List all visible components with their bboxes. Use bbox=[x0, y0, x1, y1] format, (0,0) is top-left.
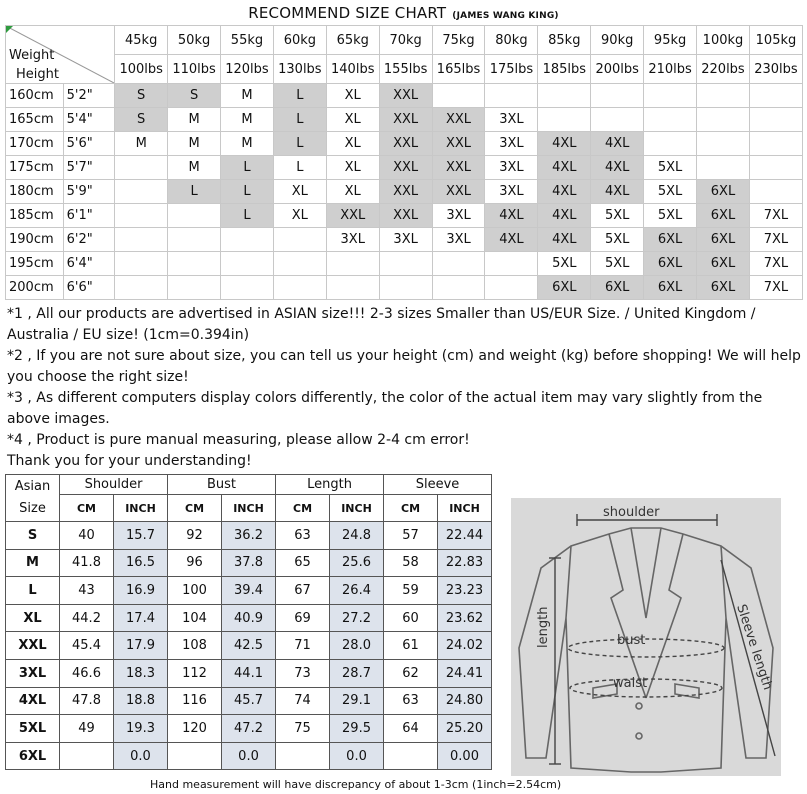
size-cell: XXL bbox=[379, 156, 432, 180]
weight-kg-header: 95kg bbox=[644, 26, 697, 55]
size-cell bbox=[168, 204, 221, 228]
size-cell: 4XL bbox=[538, 228, 591, 252]
size-cell bbox=[273, 276, 326, 300]
cm-value: 108 bbox=[168, 632, 222, 660]
unit-header: CM bbox=[60, 495, 114, 522]
size-name: S bbox=[6, 522, 60, 550]
size-cell bbox=[432, 84, 485, 108]
weight-kg-header: 50kg bbox=[168, 26, 221, 55]
size-cell: 6XL bbox=[697, 180, 750, 204]
brand-text: (JAMES WANG KING) bbox=[452, 11, 559, 21]
asian-size-header bbox=[6, 475, 60, 522]
size-cell bbox=[644, 132, 697, 156]
size-cell bbox=[538, 108, 591, 132]
size-cell: 6XL bbox=[644, 276, 697, 300]
cm-value: 116 bbox=[168, 687, 222, 715]
cm-value bbox=[60, 742, 114, 770]
weight-lbs-header: 230lbs bbox=[749, 55, 802, 84]
size-cell bbox=[379, 252, 432, 276]
size-cell bbox=[538, 84, 591, 108]
cm-value: 58 bbox=[384, 549, 438, 577]
size-name: M bbox=[6, 549, 60, 577]
size-cell: 5XL bbox=[538, 252, 591, 276]
size-cell: M bbox=[115, 132, 168, 156]
size-cell: 3XL bbox=[432, 204, 485, 228]
cm-value: 63 bbox=[384, 687, 438, 715]
size-cell: 7XL bbox=[749, 276, 802, 300]
cm-value: 96 bbox=[168, 549, 222, 577]
inch-value: 42.5 bbox=[222, 632, 276, 660]
size-cell: XXL bbox=[379, 204, 432, 228]
unit-header: INCH bbox=[438, 495, 492, 522]
inch-value: 0.0 bbox=[330, 742, 384, 770]
size-cell bbox=[115, 276, 168, 300]
inch-value: 29.1 bbox=[330, 687, 384, 715]
size-cell bbox=[221, 276, 274, 300]
size-name: 3XL bbox=[6, 659, 60, 687]
size-cell: XXL bbox=[432, 180, 485, 204]
height-ft: 5'6" bbox=[63, 132, 115, 156]
measure-group-header: Shoulder bbox=[60, 475, 168, 495]
inch-value: 0.0 bbox=[114, 742, 168, 770]
size-cell bbox=[644, 108, 697, 132]
size-name: L bbox=[6, 577, 60, 605]
height-ft: 6'6" bbox=[63, 276, 115, 300]
size-cell: 6XL bbox=[697, 228, 750, 252]
size-cell: XL bbox=[326, 84, 379, 108]
recommend-size-chart bbox=[5, 25, 803, 300]
size-cell: XXL bbox=[432, 132, 485, 156]
cm-value: 60 bbox=[384, 604, 438, 632]
size-cell: 3XL bbox=[379, 228, 432, 252]
chart-row bbox=[6, 252, 803, 276]
size-name: 4XL bbox=[6, 687, 60, 715]
cm-value: 120 bbox=[168, 715, 222, 743]
cm-value: 40 bbox=[60, 522, 114, 550]
size-cell bbox=[379, 276, 432, 300]
size-name: XXL bbox=[6, 632, 60, 660]
inch-value: 28.7 bbox=[330, 659, 384, 687]
weight-lbs-header: 120lbs bbox=[221, 55, 274, 84]
size-cell: 5XL bbox=[644, 156, 697, 180]
size-cell: L bbox=[221, 156, 274, 180]
size-cell bbox=[273, 228, 326, 252]
size-cell bbox=[749, 132, 802, 156]
size-cell bbox=[273, 252, 326, 276]
chart-row bbox=[6, 84, 803, 108]
cm-value: 46.6 bbox=[60, 659, 114, 687]
height-cm: 185cm bbox=[6, 204, 64, 228]
size-cell bbox=[168, 252, 221, 276]
size-cell: S bbox=[115, 108, 168, 132]
weight-lbs-header: 210lbs bbox=[644, 55, 697, 84]
size-cell: 4XL bbox=[591, 180, 644, 204]
unit-header: INCH bbox=[330, 495, 384, 522]
cm-value: 74 bbox=[276, 687, 330, 715]
size-cell: 4XL bbox=[591, 156, 644, 180]
chart-row bbox=[6, 204, 803, 228]
size-cell bbox=[115, 204, 168, 228]
size-cell bbox=[432, 276, 485, 300]
size-cell bbox=[115, 156, 168, 180]
weight-lbs-header: 220lbs bbox=[697, 55, 750, 84]
cm-value bbox=[276, 742, 330, 770]
asian-label: Asian bbox=[14, 479, 51, 494]
size-cell bbox=[697, 132, 750, 156]
unit-header: CM bbox=[384, 495, 438, 522]
size-cell: 4XL bbox=[538, 132, 591, 156]
inch-value: 19.3 bbox=[114, 715, 168, 743]
size-cell: 6XL bbox=[644, 228, 697, 252]
size-cell: S bbox=[168, 84, 221, 108]
size-cell bbox=[168, 228, 221, 252]
size-cell: 6XL bbox=[644, 252, 697, 276]
weight-lbs-header: 130lbs bbox=[273, 55, 326, 84]
unit-header: CM bbox=[276, 495, 330, 522]
size-cell bbox=[697, 156, 750, 180]
weight-lbs-header: 165lbs bbox=[432, 55, 485, 84]
cm-value: 100 bbox=[168, 577, 222, 605]
size-cell: 3XL bbox=[485, 108, 538, 132]
inch-value: 25.6 bbox=[330, 549, 384, 577]
size-cell: XXL bbox=[432, 156, 485, 180]
size-cell: L bbox=[273, 132, 326, 156]
size-cell: 5XL bbox=[644, 204, 697, 228]
cm-value: 44.2 bbox=[60, 604, 114, 632]
size-cell: 7XL bbox=[749, 252, 802, 276]
height-label: Height bbox=[16, 67, 59, 82]
size-name: 6XL bbox=[6, 742, 60, 770]
measure-row bbox=[6, 659, 492, 687]
size-cell: 4XL bbox=[538, 180, 591, 204]
weight-kg-header: 100kg bbox=[697, 26, 750, 55]
height-ft: 6'1" bbox=[63, 204, 115, 228]
size-cell bbox=[326, 252, 379, 276]
inch-value: 22.44 bbox=[438, 522, 492, 550]
cm-value: 104 bbox=[168, 604, 222, 632]
measure-row bbox=[6, 604, 492, 632]
inch-value: 27.2 bbox=[330, 604, 384, 632]
weight-kg-header: 85kg bbox=[538, 26, 591, 55]
chart-row bbox=[6, 132, 803, 156]
measure-row bbox=[6, 742, 492, 770]
cm-value: 41.8 bbox=[60, 549, 114, 577]
chart-row bbox=[6, 156, 803, 180]
measure-group-header: Length bbox=[276, 475, 384, 495]
inch-value: 29.5 bbox=[330, 715, 384, 743]
size-cell bbox=[485, 252, 538, 276]
cm-value: 59 bbox=[384, 577, 438, 605]
jacket-diagram-svg bbox=[511, 498, 781, 776]
size-cell: 7XL bbox=[749, 228, 802, 252]
size-cell bbox=[749, 180, 802, 204]
inch-value: 18.3 bbox=[114, 659, 168, 687]
weight-lbs-header: 140lbs bbox=[326, 55, 379, 84]
measure-group-header: Sleeve bbox=[384, 475, 492, 495]
size-cell bbox=[749, 84, 802, 108]
weight-lbs-header: 155lbs bbox=[379, 55, 432, 84]
cm-value: 92 bbox=[168, 522, 222, 550]
size-cell bbox=[697, 84, 750, 108]
inch-value: 37.8 bbox=[222, 549, 276, 577]
size-cell: L bbox=[273, 156, 326, 180]
size-cell bbox=[485, 276, 538, 300]
height-cm: 160cm bbox=[6, 84, 64, 108]
cm-value: 73 bbox=[276, 659, 330, 687]
unit-header: CM bbox=[168, 495, 222, 522]
chart-row bbox=[6, 228, 803, 252]
size-cell: 5XL bbox=[591, 204, 644, 228]
size-cell: XXL bbox=[379, 108, 432, 132]
height-cm: 175cm bbox=[6, 156, 64, 180]
measure-row bbox=[6, 632, 492, 660]
size-cell: XXL bbox=[379, 180, 432, 204]
weight-kg-header: 65kg bbox=[326, 26, 379, 55]
height-cm: 165cm bbox=[6, 108, 64, 132]
label-sleeve-length: Sleeve length bbox=[733, 602, 776, 692]
size-cell: L bbox=[221, 204, 274, 228]
cm-value: 71 bbox=[276, 632, 330, 660]
size-cell bbox=[221, 252, 274, 276]
height-cm: 180cm bbox=[6, 180, 64, 204]
inch-value: 39.4 bbox=[222, 577, 276, 605]
size-cell: XL bbox=[326, 156, 379, 180]
measure-row bbox=[6, 522, 492, 550]
size-cell: 3XL bbox=[326, 228, 379, 252]
measure-row bbox=[6, 549, 492, 577]
note-line: *2 , If you are not sure about size, you can tell us your height (cm) and weight (kg) before shopping! We will help you choose the right size! bbox=[7, 348, 801, 385]
size-cell: L bbox=[273, 84, 326, 108]
size-cell bbox=[697, 108, 750, 132]
cm-value bbox=[168, 742, 222, 770]
inch-value: 17.9 bbox=[114, 632, 168, 660]
inch-value: 40.9 bbox=[222, 604, 276, 632]
size-cell: XL bbox=[326, 180, 379, 204]
size-cell bbox=[432, 252, 485, 276]
unit-header: INCH bbox=[114, 495, 168, 522]
footer-note: Hand measurement will have discrepancy of about 1-3cm (1inch=2.54cm) bbox=[150, 778, 562, 791]
weight-lbs-header: 100lbs bbox=[115, 55, 168, 84]
inch-value: 16.5 bbox=[114, 549, 168, 577]
cm-value: 43 bbox=[60, 577, 114, 605]
size-cell: XXL bbox=[432, 108, 485, 132]
size-cell bbox=[221, 228, 274, 252]
inch-value: 36.2 bbox=[222, 522, 276, 550]
weight-lbs-header: 200lbs bbox=[591, 55, 644, 84]
size-cell bbox=[485, 84, 538, 108]
size-name: XL bbox=[6, 604, 60, 632]
weight-kg-header: 60kg bbox=[273, 26, 326, 55]
size-cell: L bbox=[273, 108, 326, 132]
weight-kg-header: 80kg bbox=[485, 26, 538, 55]
weight-kg-header: 70kg bbox=[379, 26, 432, 55]
measurement-table bbox=[5, 474, 492, 770]
label-length: length bbox=[536, 606, 551, 648]
size-cell: XL bbox=[326, 132, 379, 156]
size-cell: M bbox=[168, 156, 221, 180]
inch-value: 23.62 bbox=[438, 604, 492, 632]
size-cell: 6XL bbox=[538, 276, 591, 300]
height-cm: 195cm bbox=[6, 252, 64, 276]
note-line: *1 , All our products are advertised in ASIAN size!!! 2-3 sizes Smaller than US/EUR Size. / United Kingdom / Australia / EU size! (1cm=0.394in) bbox=[7, 306, 756, 343]
size-cell: 3XL bbox=[485, 180, 538, 204]
notes bbox=[7, 304, 802, 472]
note-line: *4 , Product is pure manual measuring, please allow 2-4 cm error! bbox=[7, 432, 470, 448]
weight-lbs-header: 185lbs bbox=[538, 55, 591, 84]
size-cell: 3XL bbox=[485, 156, 538, 180]
size-cell: M bbox=[168, 132, 221, 156]
size-cell bbox=[749, 156, 802, 180]
size-cell: 4XL bbox=[538, 204, 591, 228]
size-cell: XL bbox=[273, 204, 326, 228]
size-cell: XL bbox=[326, 108, 379, 132]
cm-value: 47.8 bbox=[60, 687, 114, 715]
inch-value: 24.8 bbox=[330, 522, 384, 550]
weight-kg-header: 90kg bbox=[591, 26, 644, 55]
inch-value: 22.83 bbox=[438, 549, 492, 577]
inch-value: 24.80 bbox=[438, 687, 492, 715]
cm-value: 75 bbox=[276, 715, 330, 743]
chart-corner bbox=[6, 26, 115, 84]
inch-value: 16.9 bbox=[114, 577, 168, 605]
inch-value: 24.02 bbox=[438, 632, 492, 660]
size-cell: XL bbox=[273, 180, 326, 204]
size-cell bbox=[591, 108, 644, 132]
cm-value: 61 bbox=[384, 632, 438, 660]
size-cell bbox=[749, 108, 802, 132]
size-cell: 6XL bbox=[697, 276, 750, 300]
inch-value: 45.7 bbox=[222, 687, 276, 715]
height-ft: 6'4" bbox=[63, 252, 115, 276]
cm-value: 62 bbox=[384, 659, 438, 687]
size-cell bbox=[644, 84, 697, 108]
measure-row bbox=[6, 687, 492, 715]
size-cell: M bbox=[168, 108, 221, 132]
cm-value: 65 bbox=[276, 549, 330, 577]
unit-header: INCH bbox=[222, 495, 276, 522]
cm-value: 49 bbox=[60, 715, 114, 743]
chart-row bbox=[6, 180, 803, 204]
size-cell: 5XL bbox=[591, 252, 644, 276]
inch-value: 15.7 bbox=[114, 522, 168, 550]
measure-group-header: Bust bbox=[168, 475, 276, 495]
weight-label: Weight bbox=[9, 48, 55, 63]
size-cell: L bbox=[168, 180, 221, 204]
chart-title bbox=[0, 4, 807, 22]
height-ft: 5'7" bbox=[63, 156, 115, 180]
size-cell: 3XL bbox=[485, 132, 538, 156]
size-cell bbox=[591, 84, 644, 108]
cm-value: 63 bbox=[276, 522, 330, 550]
weight-lbs-header: 110lbs bbox=[168, 55, 221, 84]
title-text: RECOMMEND SIZE CHART bbox=[248, 4, 447, 22]
chart-row bbox=[6, 276, 803, 300]
size-cell: 4XL bbox=[591, 132, 644, 156]
size-cell: XXL bbox=[379, 84, 432, 108]
size-label: Size bbox=[19, 501, 46, 516]
size-name: 5XL bbox=[6, 715, 60, 743]
inch-value: 25.20 bbox=[438, 715, 492, 743]
cm-value: 69 bbox=[276, 604, 330, 632]
chart-row bbox=[6, 108, 803, 132]
height-ft: 5'2" bbox=[63, 84, 115, 108]
size-cell: L bbox=[221, 180, 274, 204]
inch-value: 28.0 bbox=[330, 632, 384, 660]
label-bust: bust bbox=[617, 633, 646, 648]
size-cell: 5XL bbox=[644, 180, 697, 204]
weight-kg-header: 75kg bbox=[432, 26, 485, 55]
size-cell: 4XL bbox=[485, 204, 538, 228]
label-waist: waist bbox=[613, 676, 648, 691]
inch-value: 24.41 bbox=[438, 659, 492, 687]
cm-value: 57 bbox=[384, 522, 438, 550]
measure-row bbox=[6, 577, 492, 605]
size-cell: XXL bbox=[379, 132, 432, 156]
size-cell: 6XL bbox=[591, 276, 644, 300]
size-cell bbox=[115, 180, 168, 204]
size-cell: M bbox=[221, 132, 274, 156]
inch-value: 17.4 bbox=[114, 604, 168, 632]
inch-value: 18.8 bbox=[114, 687, 168, 715]
height-ft: 6'2" bbox=[63, 228, 115, 252]
note-line: Thank you for your understanding! bbox=[7, 453, 252, 469]
size-cell: 6XL bbox=[697, 252, 750, 276]
cm-value: 67 bbox=[276, 577, 330, 605]
size-cell: XXL bbox=[326, 204, 379, 228]
size-cell: 6XL bbox=[697, 204, 750, 228]
weight-kg-header: 55kg bbox=[221, 26, 274, 55]
height-cm: 200cm bbox=[6, 276, 64, 300]
size-cell bbox=[115, 228, 168, 252]
size-cell bbox=[168, 276, 221, 300]
inch-value: 0.00 bbox=[438, 742, 492, 770]
size-cell: 3XL bbox=[432, 228, 485, 252]
inch-value: 47.2 bbox=[222, 715, 276, 743]
height-ft: 5'4" bbox=[63, 108, 115, 132]
size-cell: S bbox=[115, 84, 168, 108]
cm-value: 45.4 bbox=[60, 632, 114, 660]
size-cell: M bbox=[221, 84, 274, 108]
size-cell: 4XL bbox=[538, 156, 591, 180]
note-line: *3 , As different computers display colors differently, the color of the actual item may vary slightly from the above images. bbox=[7, 390, 763, 427]
jacket-measure-diagram bbox=[511, 498, 781, 776]
inch-value: 26.4 bbox=[330, 577, 384, 605]
size-cell: 5XL bbox=[591, 228, 644, 252]
size-cell: M bbox=[221, 108, 274, 132]
inch-value: 44.1 bbox=[222, 659, 276, 687]
size-cell bbox=[326, 276, 379, 300]
inch-value: 23.23 bbox=[438, 577, 492, 605]
label-shoulder: shoulder bbox=[603, 505, 660, 520]
weight-kg-header: 45kg bbox=[115, 26, 168, 55]
height-ft: 5'9" bbox=[63, 180, 115, 204]
height-cm: 170cm bbox=[6, 132, 64, 156]
measure-row bbox=[6, 715, 492, 743]
cm-value bbox=[384, 742, 438, 770]
size-cell bbox=[115, 252, 168, 276]
cm-value: 112 bbox=[168, 659, 222, 687]
weight-lbs-header: 175lbs bbox=[485, 55, 538, 84]
weight-kg-header: 105kg bbox=[749, 26, 802, 55]
size-cell: 7XL bbox=[749, 204, 802, 228]
height-cm: 190cm bbox=[6, 228, 64, 252]
inch-value: 0.0 bbox=[222, 742, 276, 770]
size-cell: 4XL bbox=[485, 228, 538, 252]
cm-value: 64 bbox=[384, 715, 438, 743]
